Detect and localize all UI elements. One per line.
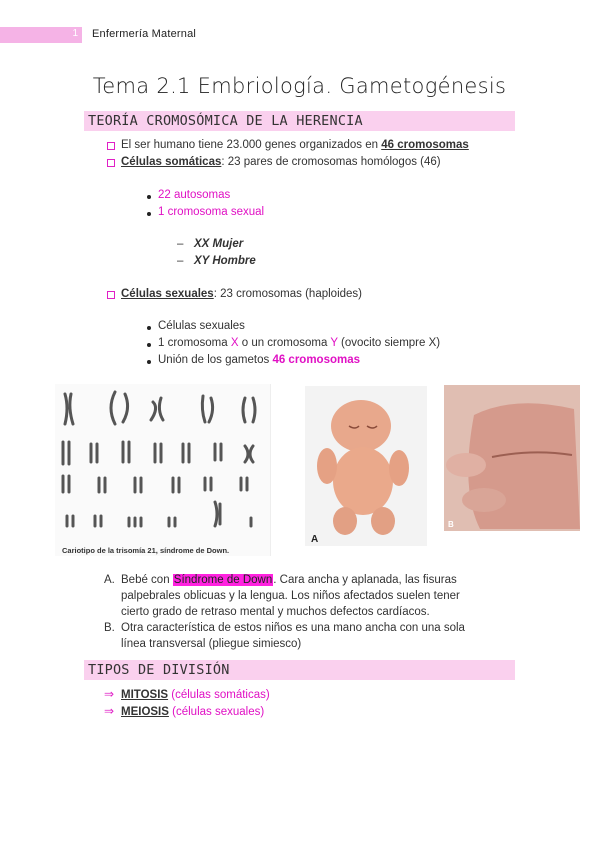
checkbox-bullet-icon xyxy=(107,291,115,299)
list-item-a-line2: palpebrales oblicuas y la lengua. Los niños afectados suelen tener xyxy=(121,590,460,602)
bullet-text xyxy=(121,139,469,151)
bullet-text-plain: El ser humano tiene 23.000 genes organizados en xyxy=(121,139,382,151)
arrow-right-icon: ⇒ xyxy=(104,687,115,701)
bullet-dot-icon xyxy=(147,326,151,330)
sub-bullet: Células sexuales xyxy=(158,320,245,332)
list-marker: A. xyxy=(104,574,115,586)
section-title: TEORÍA CROMOSÓMICA DE LA HERENCIA xyxy=(88,113,363,129)
sub-bullet xyxy=(158,337,440,349)
list-item-b-line1: Otra característica de estos niños es una mano ancha con una sola xyxy=(121,622,465,634)
bullet-text xyxy=(121,288,362,300)
figure-label-b: B xyxy=(448,520,454,529)
text: . Cara ancha y aplanada, las fisuras xyxy=(273,574,457,586)
division-name: MEIOSIS xyxy=(121,706,169,718)
list-item-a-line3: cierto grado de retraso mental y muchos defectos cardíacos. xyxy=(121,606,430,618)
sub-bullet: 22 autosomas xyxy=(158,189,231,201)
checkbox-bullet-icon xyxy=(107,142,115,150)
text: Bebé con xyxy=(121,574,173,586)
text: (ovocito siempre X) xyxy=(337,337,441,349)
y-chromosome: Y xyxy=(330,337,338,349)
bullet-label: Células somáticas xyxy=(121,156,222,168)
dash-item: XX Mujer xyxy=(194,238,244,250)
karyotype-image xyxy=(55,384,271,556)
section-title: TIPOS DE DIVISIÓN xyxy=(88,662,230,678)
text: 1 cromosoma xyxy=(158,337,231,349)
karyotype-illustration xyxy=(55,384,270,556)
bullet-dot-icon xyxy=(147,212,151,216)
x-chromosome: X xyxy=(230,337,239,349)
bullet-emphasis: 46 cromosomas xyxy=(381,139,469,151)
division-item xyxy=(121,706,264,718)
text: Unión de los gametos xyxy=(158,354,273,366)
bullet-dot-icon xyxy=(147,343,151,347)
course-title: Enfermería Maternal xyxy=(92,28,197,40)
arrow-right-icon: ⇒ xyxy=(104,704,115,718)
division-desc: (células somáticas) xyxy=(171,689,270,701)
bullet-dot-icon xyxy=(147,195,151,199)
highlight: Síndrome de Down xyxy=(173,574,273,586)
emphasis: 46 cromosomas xyxy=(272,354,361,366)
sub-bullet: 1 cromosoma sexual xyxy=(158,206,265,218)
karyotype-caption: Cariotipo de la trisomía 21, síndrome de Down. xyxy=(62,546,230,555)
bullet-dot-icon xyxy=(147,360,151,364)
hand-illustration xyxy=(444,385,580,531)
page-title: Tema 2.1 Embriología. Gametogénesis xyxy=(92,74,507,98)
text: o un cromosoma xyxy=(238,337,331,349)
baby-photo xyxy=(305,386,427,546)
bullet-label: Células sexuales xyxy=(121,288,214,300)
bullet-text-plain: : 23 pares de cromosomas homólogos (46) xyxy=(221,156,441,168)
figure-label-a: A xyxy=(311,534,319,545)
division-item xyxy=(121,689,270,701)
division-desc: (células sexuales) xyxy=(172,706,265,718)
dash-marker: – xyxy=(177,255,184,267)
bullet-text xyxy=(121,156,441,168)
hand-photo xyxy=(444,385,580,531)
dash-item: XY Hombre xyxy=(194,255,256,267)
list-item-a-line1 xyxy=(121,574,457,586)
baby-illustration xyxy=(305,386,427,546)
list-item-b-line2: línea transversal (pliegue simiesco) xyxy=(121,638,302,650)
list-marker: B. xyxy=(104,622,115,634)
sub-bullet xyxy=(158,354,360,366)
checkbox-bullet-icon xyxy=(107,159,115,167)
bullet-text-plain: : 23 cromosomas (haploides) xyxy=(213,288,362,300)
dash-marker: – xyxy=(177,238,184,250)
page-number: 1 xyxy=(72,28,78,39)
division-name: MITOSIS xyxy=(121,689,169,701)
